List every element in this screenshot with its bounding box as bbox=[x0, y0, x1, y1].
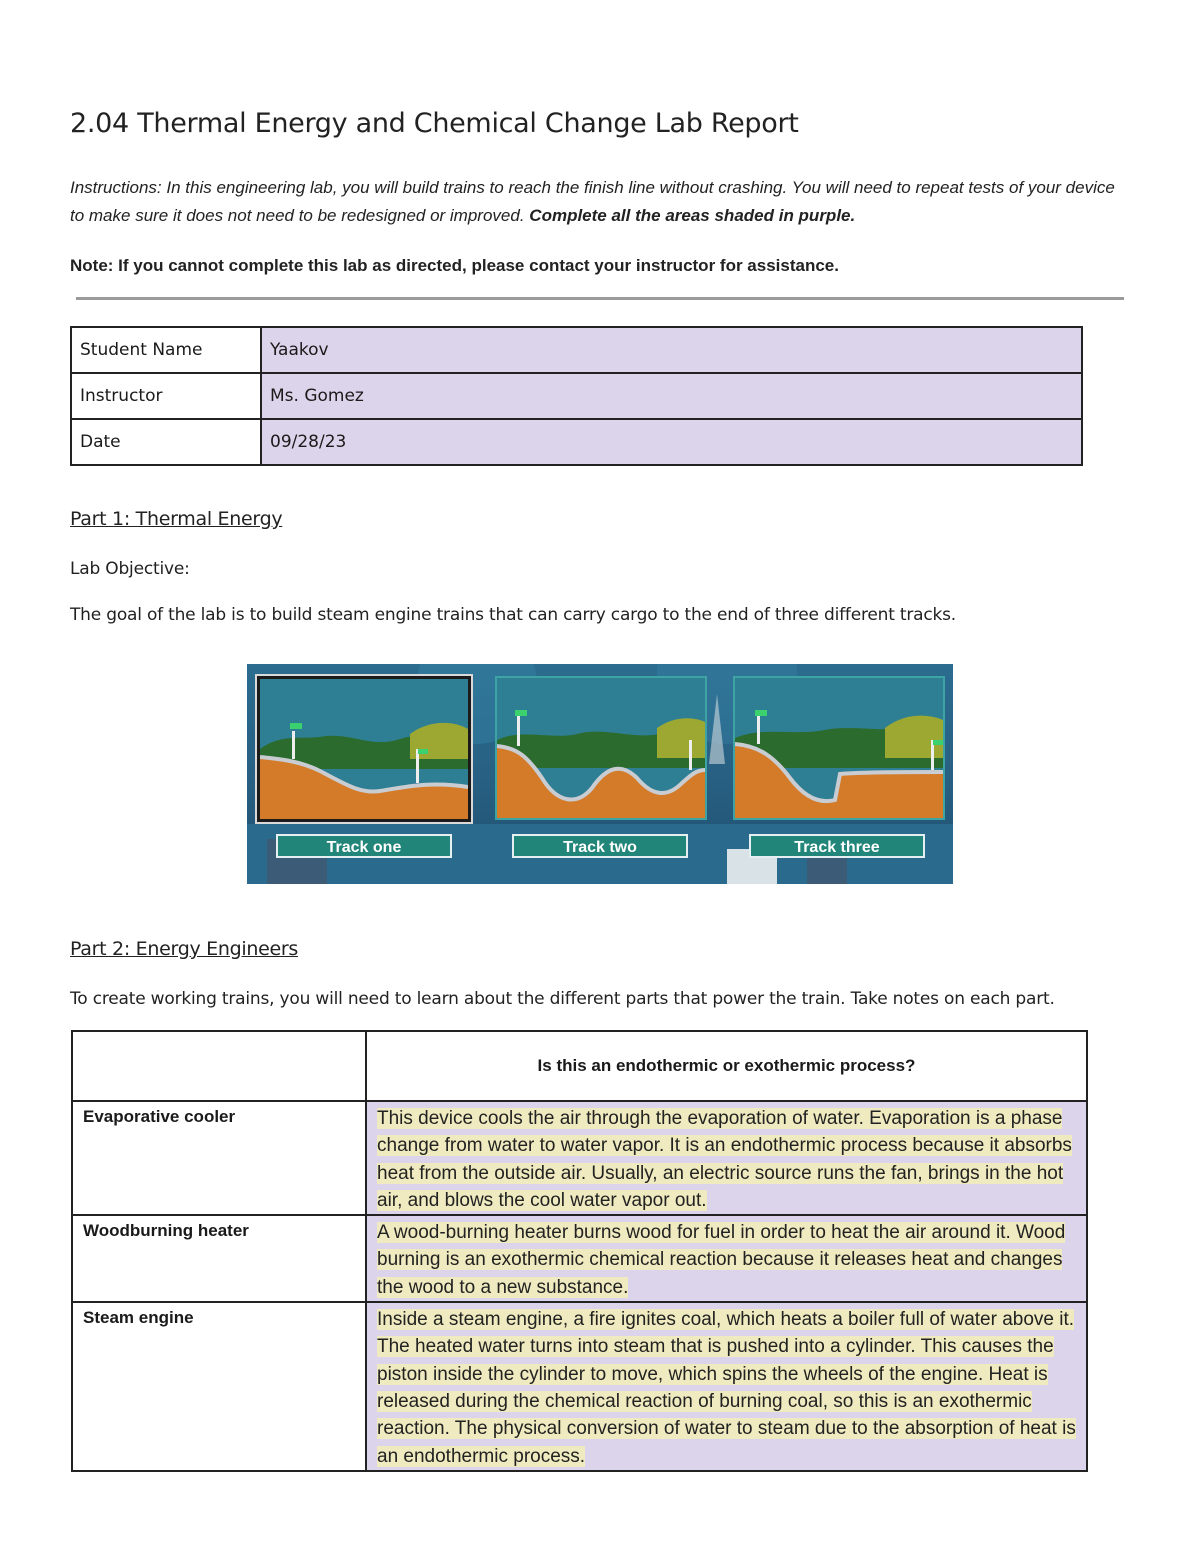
track-one-button[interactable]: Track one bbox=[276, 834, 452, 858]
student-name-label: Student Name bbox=[71, 327, 261, 373]
instructions-text: Instructions: In this engineering lab, you will build trains to reach the finish line without crashing. You will need to repeat tests of your device to make sure it does not need to be redesigned or improved. bbox=[70, 178, 1115, 225]
table-header-empty bbox=[72, 1031, 366, 1101]
table-row bbox=[71, 327, 1082, 373]
student-name-value[interactable]: Yaakov bbox=[261, 327, 1082, 373]
instructor-value[interactable]: Ms. Gomez bbox=[261, 373, 1082, 419]
table-row bbox=[72, 1302, 1087, 1471]
lab-objective-label: Lab Objective: bbox=[70, 559, 190, 579]
woodburning-heater-text: A wood-burning heater burns wood for fuel in order to heat the air around it. Wood burning is an exothermic chemical reaction because it releases heat and changes the wood to a new substance. bbox=[377, 1222, 1066, 1298]
page-title: 2.04 Thermal Energy and Chemical Change Lab Report bbox=[70, 108, 799, 139]
energy-parts-table bbox=[71, 1030, 1088, 1472]
track-two-button[interactable]: Track two bbox=[512, 834, 688, 858]
woodburning-heater-label: Woodburning heater bbox=[72, 1215, 366, 1302]
steam-engine-label: Steam engine bbox=[72, 1302, 366, 1471]
student-info-table bbox=[70, 326, 1083, 466]
evaporative-cooler-text: This device cools the air through the evaporation of water. Evaporation is a phase change from water to water vapor. It is an endothermic process because it absorbs heat from the outside air. Usually, an electric source runs the fan, brings in the hot air, and blows the cool water vapor out. bbox=[377, 1108, 1072, 1211]
instructor-label: Instructor bbox=[71, 373, 261, 419]
evaporative-cooler-answer[interactable] bbox=[366, 1101, 1087, 1215]
table-row bbox=[71, 373, 1082, 419]
instructions bbox=[70, 174, 1130, 230]
horizontal-divider bbox=[76, 297, 1124, 300]
lab-objective-text: The goal of the lab is to build steam engine trains that can carry cargo to the end of three different tracks. bbox=[70, 605, 957, 625]
evaporative-cooler-label: Evaporative cooler bbox=[72, 1101, 366, 1215]
track-two-preview[interactable] bbox=[495, 676, 707, 820]
track-one-preview[interactable] bbox=[257, 676, 471, 822]
track-selection-image bbox=[247, 664, 953, 884]
track-three-button[interactable]: Track three bbox=[749, 834, 925, 858]
assistance-note: Note: If you cannot complete this lab as directed, please contact your instructor for assistance. bbox=[70, 256, 839, 275]
table-row bbox=[71, 419, 1082, 465]
woodburning-heater-answer[interactable] bbox=[366, 1215, 1087, 1302]
table-row bbox=[72, 1215, 1087, 1302]
steam-engine-text: Inside a steam engine, a fire ignites coal, which heats a boiler full of water above it. The heated water turns into steam that is pushed into a cylinder. This causes the piston inside the cylinder to move, which spins the wheels of the engine. Heat is released during the chemical reaction of burning coal, so this is an exothermic reaction. The physical conversion of water to steam due to the absorption of heat is an endothermic process. bbox=[377, 1309, 1076, 1467]
part2-heading: Part 2: Energy Engineers bbox=[70, 938, 298, 960]
track-three-preview[interactable] bbox=[733, 676, 945, 820]
part2-intro: To create working trains, you will need to learn about the different parts that power the train. Take notes on each part. bbox=[70, 989, 1055, 1009]
date-value[interactable]: 09/28/23 bbox=[261, 419, 1082, 465]
part1-heading: Part 1: Thermal Energy bbox=[70, 508, 283, 530]
steam-engine-answer[interactable] bbox=[366, 1302, 1087, 1471]
date-label: Date bbox=[71, 419, 261, 465]
table-row bbox=[72, 1101, 1087, 1215]
process-column-header: Is this an endothermic or exothermic process? bbox=[366, 1031, 1087, 1101]
instructions-emphasis: Complete all the areas shaded in purple. bbox=[529, 206, 856, 225]
table-header-row bbox=[72, 1031, 1087, 1101]
